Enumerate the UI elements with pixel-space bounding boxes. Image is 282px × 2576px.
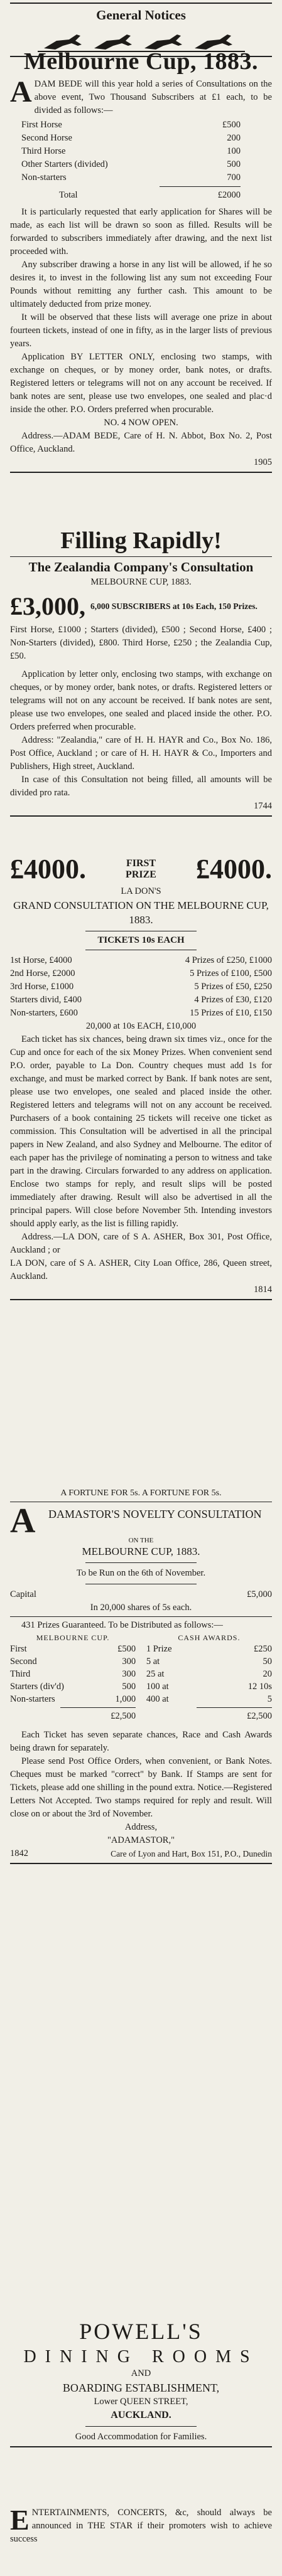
adamastor-p1: Each Ticket has seven separate chances, Race and Cash Awards being drawn for separately. [10,1730,272,1753]
prize-row: Third Horse 100 [21,146,241,156]
adamastor-ad [10,1487,272,1867]
entertainments-text: NTERTAINMENTS, CONCERTS, &c, should always be announced in THE STAR if their promoters wish to achieve success [10,2508,272,2544]
powell-street: Lower QUEEN STREET, [94,2397,188,2407]
capital-row: Capital £5,000 [10,1589,272,1599]
powell-city: AUCKLAND. [111,2410,171,2420]
ad-number: 1905 [254,457,272,467]
ad-number: 1814 [254,1285,272,1295]
zealandia-subtitle: The Zealandia Company's Consultation [28,559,254,575]
la-don-ad [10,853,272,1303]
prize-banner [10,853,272,885]
prize-row: Starters divid, £400 4 Prizes of £30, £120 [10,995,272,1005]
filling-title: Filling Rapidly! [60,527,222,554]
la-don-address2: LA DON, care of S A. ASHER, City Loan Office, 286, Queen street, Auckland. [10,1258,272,1281]
zealandia-p1: Application by letter only, enclosing two stamps, with exchange on cheques, or by money order, bank notes, or drafts. Registered letters or telegrams will not on any account be received. If bank notes are sent, please use two envelopes, one sealed and placed inside the other. P.O. Orders preferred when procurable. [10,669,272,732]
melbourne-address: Address.—ADAM BEDE, Care of H. N. Abbot, Box No. 2, Post Office, Auckland. [10,431,272,454]
top-rule [10,3,272,4]
zealandia-event: MELBOURNE CUP, 1883. [90,577,192,587]
zealandia-ad [10,527,272,819]
powell-line2: BOARDING ESTABLISHMENT, [62,2382,220,2394]
la-don-org: LA DON'S [121,886,161,896]
powell-tag: Good Accommodation for Families. [75,2432,207,2442]
melbourne-cup-ad [10,48,272,475]
ad-number: 1744 [254,801,272,811]
adamastor-event: MELBOURNE CUP, 1883. [82,1545,200,1557]
prize-row: Other Starters (divided) 500 [21,159,241,169]
short-rule [85,1562,197,1563]
adamastor-title: DAMASTOR'S NOVELTY CONSULTATION [48,1508,262,1520]
adamastor-run: To be Run on the 6th of November. [76,1568,206,1578]
adamastor-p2: Please send Post Office Orders, when convenient, or Bank Notes. Cheques must be marked "correct" by Bank. If Stamps are sent for Tickets, please add one shilling in the pound extra. Notice.—Registered Letters Not Accepted. Two stamps required for reply and result. Will close on or about the 3rd of November. [10,1756,272,1819]
melbourne-title: Melbourne Cup, 1883. [23,48,259,75]
prize-total: Total £2000 [59,190,241,200]
la-don-address: Address.—LA DON, care of S A. ASHER, Box 301, Post Office, Auckland ; or [10,1232,272,1255]
melbourne-open: NO. 4 NOW OPEN. [104,418,178,428]
banner-right: £4000. [196,854,272,884]
prize-row: 3rd Horse, £1000 5 Prizes of £50, £250 [10,982,272,992]
drop-cap: A [10,1502,36,1540]
cash-column: CASH AWARDS. 1 Prize £250 5 at 50 25 at 20 100 at 12 10s 400 at 5 £2,500 [146,1633,272,1721]
prize-row: 1st Horse, £4000 4 Prizes of £250, £1000 [10,955,272,965]
melbourne-p2: Any subscriber drawing a horse in any list will be allowed, if he so desires it, to invest in the following list any sum not exceeding Four Pounds without remitting any further cash. This amount to be ultimately deducted from prize money. [10,260,272,309]
drop-cap: A [10,75,32,109]
on-the: ON THE [128,1537,154,1544]
la-don-prize-table [10,954,272,1033]
zealandia-prizes: First Horse, £1000 ; Starters (divided), £500 ; Second Horse, £400 ; Non-Starters (divided), £800. Third Horse, £250 ; the Zealandia Cup, £50. [10,625,272,661]
cup-column: MELBOURNE CUP. First £500 Second 300 Third 300 Starters (div'd) 500 Non-starters 1,000 £2,500 [10,1633,136,1721]
banner-mid: FIRST PRIZE [126,857,156,880]
melbourne-p1: It is particularly requested that early application for Shares will be made, as each list will be drawn so soon as filled. Results will be forwarded to subscribers immediately after drawing, and the next list proceeded with. [10,207,272,257]
la-don-title: GRAND CONSULTATION ON THE MELBOURNE CUP, 1883. [13,899,269,926]
banner-left: £4000. [10,854,86,884]
title-rule [10,556,272,557]
ad-rule [10,1863,272,1864]
zealandia-address: Address: "Zealandia," care of H. H. HAYR and Co., Box No. 186, Post Office, Auckland ; or care of H. H. HAYR & Co., Importers and Publishers, High street, Auckland. [10,735,272,771]
ad-rule [10,815,272,817]
prize-columns [10,1633,272,1722]
melbourne-intro: DAM BEDE will this year hold a series of Consultations on the above event, Two Thousand Subscribers at £1 each, to be divided as follows:— [34,79,272,115]
section-header: General Notices [96,8,186,23]
prize-row: Non-starters 700 [21,172,241,183]
prize-row: First Horse £500 [21,120,241,130]
address-name: "ADAMASTOR," [107,1835,175,1845]
fortune-line: A FORTUNE FOR 5s. A FORTUNE FOR 5s. [60,1488,222,1498]
zealandia-p2: In case of this Consultation not being filled, all amounts will be divided pro rata. [10,775,272,798]
melbourne-p3: It will be observed that these lists will average one prize in about fourteen tickets, instead of one in fifty, as in the larger lists of previous years. [10,312,272,349]
la-don-tickets: TICKETS 10s EACH [97,935,185,945]
prize-row: Second Horse 200 [21,133,241,143]
adamastor-shares: In 20,000 shares of 5s each. [90,1603,192,1613]
prize-row: Non-starters, £600 15 Prizes of £10, £150 [10,1008,272,1018]
powell-name: POWELL'S [79,2319,203,2344]
ad-number: 1842 [10,1848,28,1858]
ad-rule [10,1299,272,1300]
short-rule [85,2426,197,2427]
powell-ad [10,2314,272,2450]
powell-and: AND [131,2368,151,2378]
ad-rule [10,472,272,473]
melbourne-p4: Application BY LETTER ONLY, enclosing two stamps, with exchange on cheques, or by money order, bank notes, or drafts. Registered letters or telegrams will not on any account be received. If bank notes are sent, please use two envelopes, one sealed and plac·d inside the other. P.O. Orders preferred when procurable. [10,352,272,415]
address-line: 1842 Care of Lyon and Hart, Box 151, P.O., Dunedin [10,1847,272,1860]
zealandia-amount: £3,000, [10,592,85,620]
prize-row: 2nd Horse, £2000 5 Prizes of £100, £500 [10,968,272,978]
rule [10,1616,272,1617]
adamastor-guaranteed: 431 Prizes Guaranteed. To be Distributed as follows:— [21,1620,223,1630]
prize-table [10,117,272,202]
powell-line1: DINING ROOMS [23,2347,259,2367]
address-head: Address, [124,1822,158,1832]
prize-total: 20,000 at 10s EACH, £10,000 [85,1021,197,1031]
ad-rule [10,2446,272,2447]
amount-line [10,591,272,621]
entertainments-ad [10,2506,272,2546]
zealandia-subs: 6,000 SUBSCRIBERS at 10s Each, 150 Prizes. [90,602,258,611]
drop-cap: E [10,2504,30,2536]
la-don-p1: Each ticket has six chances, being drawn six times viz., once for the Cup and once for each of the six Money Prizes. When convenient send P.O. order, payable to La Don. Country cheques must add 1s for exchange, and must be marked correct by Bank. If bank notes are sent, please use two envelopes, one sealed and placed inside the other. Registered letters and telegrams will not on any account be received. Purchasers of a book containing 25 tickets will receive one ticket as commission. This Consultation will be advertised in all the principal papers in New Zealand, and also Sydney and Melbourne. The editor of each paper has the privilege of nominating a person to witness and take part in the drawing. Circulars forwarded to any address on application. Enclose two stamps for reply, and result slips will be posted immediately after drawing. Result will also be advertised in all the principal papers. Will close before November 5th. Intending investors should apply early, as the list is filling rapidly. [10,1034,272,1229]
